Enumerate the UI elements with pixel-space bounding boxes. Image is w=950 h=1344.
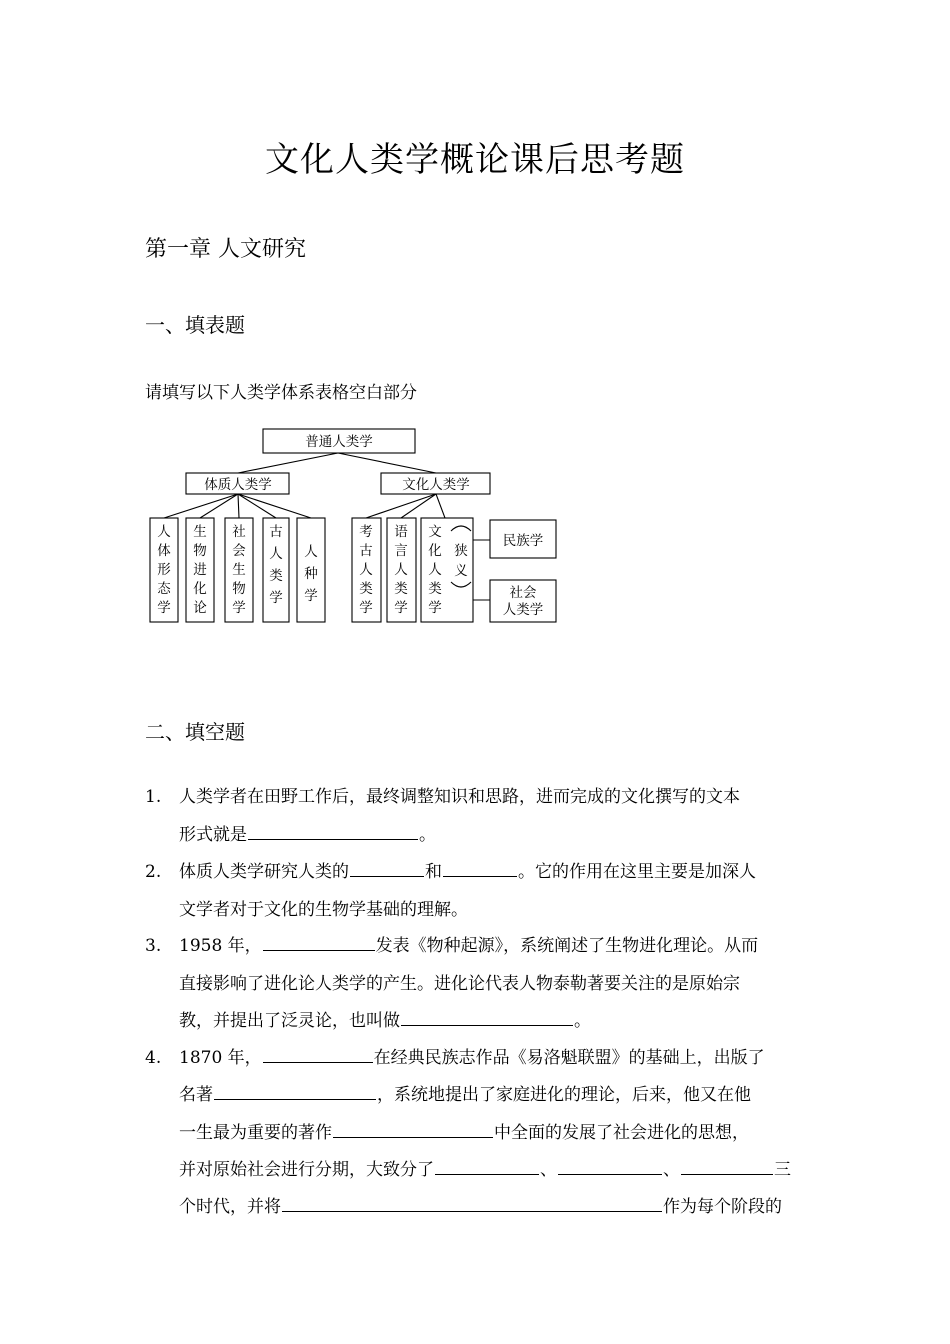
answer-blank[interactable] <box>350 856 424 877</box>
answer-blank[interactable] <box>435 1154 539 1175</box>
answer-blank[interactable] <box>333 1117 493 1138</box>
answer-blank[interactable] <box>558 1154 662 1175</box>
section-heading-fill-blank: 二、填空题 <box>145 720 245 744</box>
answer-blank[interactable] <box>248 819 418 840</box>
diagram-cultural-child: 文化人类学 <box>428 524 442 616</box>
diagram-root-label: 普通人类学 <box>305 434 373 450</box>
diagram-cultural-child: 考古人类学 <box>359 524 373 616</box>
diagram-physical-label: 体质人类学 <box>204 477 272 493</box>
diagram-social-anthropology-label-2: 人类学 <box>502 602 544 618</box>
diagram-physical-child: 人体形态学 <box>157 524 171 616</box>
answer-blank[interactable] <box>263 1042 373 1063</box>
instruction-text: 请填写以下人类学体系表格空白部分 <box>145 383 417 403</box>
diagram-physical-child: 社会生物学 <box>232 524 246 616</box>
answer-blank[interactable] <box>263 930 375 951</box>
diagram-physical-child: 古人类学 <box>269 524 283 606</box>
diagram-ethnology-label: 民族学 <box>502 533 544 549</box>
answer-blank[interactable] <box>443 856 517 877</box>
chapter-heading: 第一章 人文研究 <box>145 237 306 262</box>
answer-blank[interactable] <box>401 1005 573 1026</box>
answer-blank[interactable] <box>681 1154 773 1175</box>
answer-blank[interactable] <box>214 1079 376 1100</box>
page-title: 文化人类学概论课后思考题 <box>265 140 685 180</box>
diagram-social-anthropology-label: 社会 <box>509 585 537 601</box>
diagram-narrow-note: 狭义 <box>454 543 468 579</box>
diagram-physical-child: 生物进化论 <box>193 524 207 616</box>
diagram-cultural-child: 语言人类学 <box>394 524 408 616</box>
anthropology-system-diagram <box>0 0 950 640</box>
section-heading-fill-table: 一、填表题 <box>145 313 245 337</box>
diagram-cultural-label: 文化人类学 <box>402 477 470 493</box>
diagram-physical-child: 人种学 <box>304 544 318 604</box>
answer-blank[interactable] <box>282 1191 662 1212</box>
